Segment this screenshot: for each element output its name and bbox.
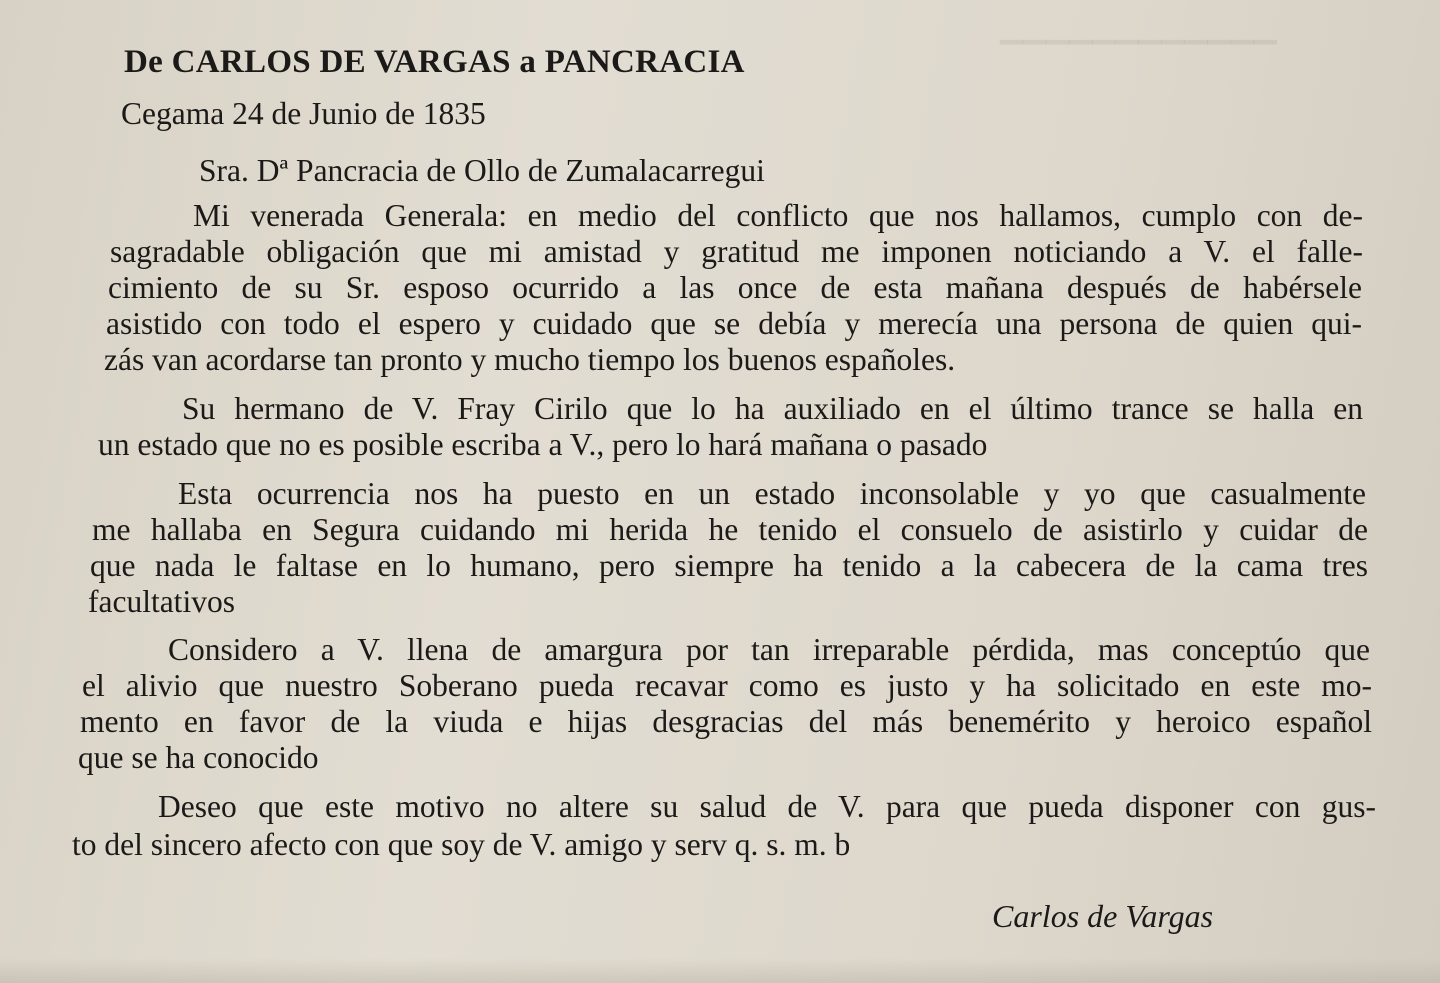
letter-date: Cegama 24 de Junio de 1835 [121,96,486,131]
bleed-through-decoration: ▁▁▁▁▁▁▁▁▁▁▁▁ [1000,11,1277,44]
paragraph-line: cimiento de su Sr. esposo ocurrido a las once de esta mañana después de habérsele [108,270,1362,305]
paragraph-line: un estado que no es posible escriba a V., pero lo hará mañana o pasado [98,427,988,462]
paragraph-line: me hallaba en Segura cuidando mi herida he tenido el consuelo de asistirlo y cuidar de [92,512,1368,547]
paragraph-line: que nada le faltase en lo humano, pero siempre ha tenido a la cabecera de la cama tres [90,548,1368,583]
paragraph-line: Esta ocurrencia nos ha puesto en un estado inconsolable y yo que casualmente [178,476,1366,511]
paragraph-line: asistido con todo el espero y cuidado que se debía y merecía una persona de quien qui- [106,306,1362,341]
paragraph-line: Su hermano de V. Fray Cirilo que lo ha auxiliado en el último trance se halla en [182,391,1363,426]
letter-signature: Carlos de Vargas [992,898,1214,934]
paragraph-line: mento en favor de la viuda e hijas desgracias del más benemérito y heroico español [80,704,1372,739]
paragraph-line: Mi venerada Generala: en medio del conflicto que nos hallamos, cumplo con de- [193,198,1363,233]
paragraph-line: que se ha conocido [78,740,319,775]
paragraph-line: facultativos [88,584,235,619]
paragraph-line: sagradable obligación que mi amistad y gratitud me imponen noticiando a V. el falle- [110,234,1363,269]
letter-heading: De CARLOS DE VARGAS a PANCRACIA [124,44,745,80]
paragraph-line: zás van acordarse tan pronto y mucho tiempo los buenos españoles. [104,342,956,377]
paragraph-line: el alivio que nuestro Soberano pueda recavar como es justo y ha solicitado en este mo- [82,668,1372,703]
paragraph-line: Considero a V. llena de amargura por tan irreparable pérdida, mas conceptúo que [168,632,1370,667]
paragraph-line: to del sincero afecto con que soy de V. amigo y serv q. s. m. b [72,827,851,862]
letter-salutation: Sra. Dª Pancracia de Ollo de Zumalacarregui [199,153,765,188]
paragraph-line: Deseo que este motivo no altere su salud de V. para que pueda disponer con gus- [158,789,1376,824]
page-bottom-shadow [0,958,1440,983]
